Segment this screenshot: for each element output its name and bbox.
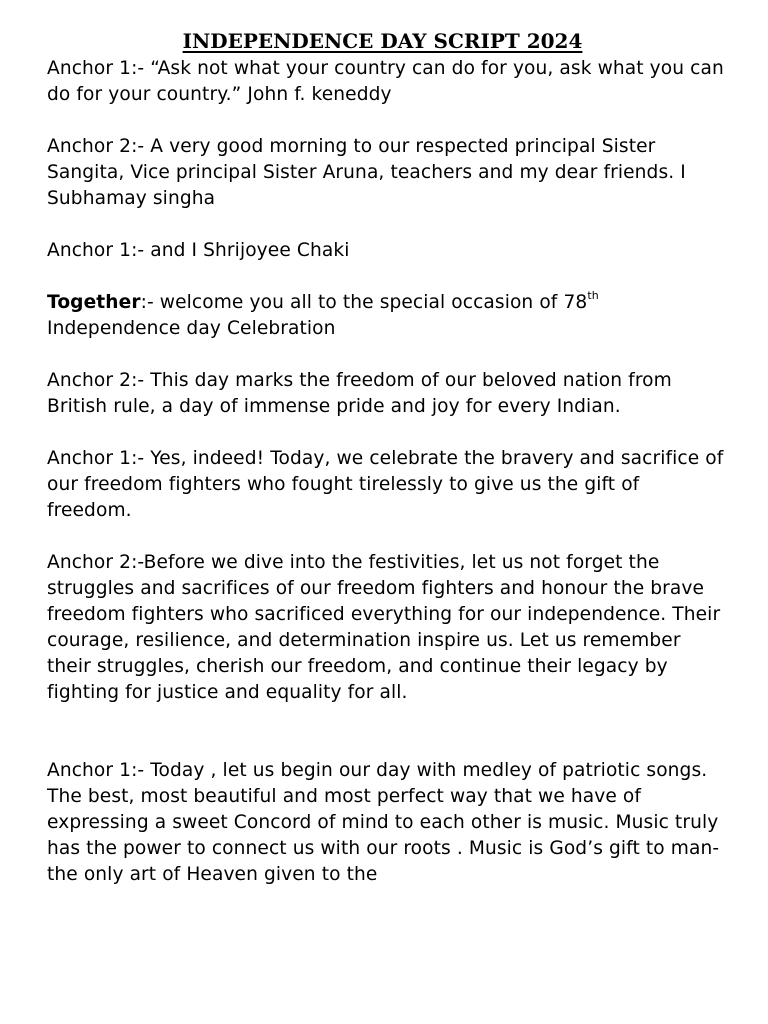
paragraph-together-welcome <box>47 290 728 342</box>
together-text-rest: Independence day Celebration <box>47 318 336 339</box>
together-text: :- welcome you all to the special occasion of 78 <box>140 292 588 313</box>
document-title: INDEPENDENCE DAY SCRIPT 2024 <box>182 29 583 53</box>
paragraph-anchor1-intro: Anchor 1:- and I Shrijoyee Chaki <box>47 240 350 261</box>
together-label: Together <box>47 292 141 313</box>
ordinal-suffix: th <box>587 289 599 302</box>
paragraph-anchor2-sacrifices: Anchor 2:-Before we dive into the festivities, let us not forget the struggles and sacrifices of our freedom fighters and honour the brave freedom fighters who sacrificed everything for our independence. Their courage, resilience, and determination inspire us. Let us remember their struggles, cherish our freedom, and continue their legacy by fighting for justice and equality for all. <box>47 552 721 703</box>
paragraph-anchor2-freedom: Anchor 2:- This day marks the freedom of our beloved nation from British rule, a day of immense pride and joy for every Indian. <box>47 370 672 417</box>
paragraph-anchor1-bravery: Anchor 1:- Yes, indeed! Today, we celebrate the bravery and sacrifice of our freedom fighters who fought tirelessly to give us the gift of freedom. <box>47 448 724 521</box>
paragraph-anchor1-music: Anchor 1:- Today , let us begin our day with medley of patriotic songs. The best, most beautiful and most perfect way that we have of expressing a sweet Concord of mind to each other is music. Music truly has the power to connect us with our roots . Music is God’s gift to man- the only art of Heaven given to the <box>47 760 720 885</box>
paragraph-anchor1-quote: Anchor 1:- “Ask not what your country can do for you, ask what you can do for your country.” John f. keneddy <box>47 58 724 105</box>
paragraph-anchor2-greeting: Anchor 2:- A very good morning to our respected principal Sister Sangita, Vice principal Sister Aruna, teachers and my dear friends. I Subhamay singha <box>47 136 686 209</box>
